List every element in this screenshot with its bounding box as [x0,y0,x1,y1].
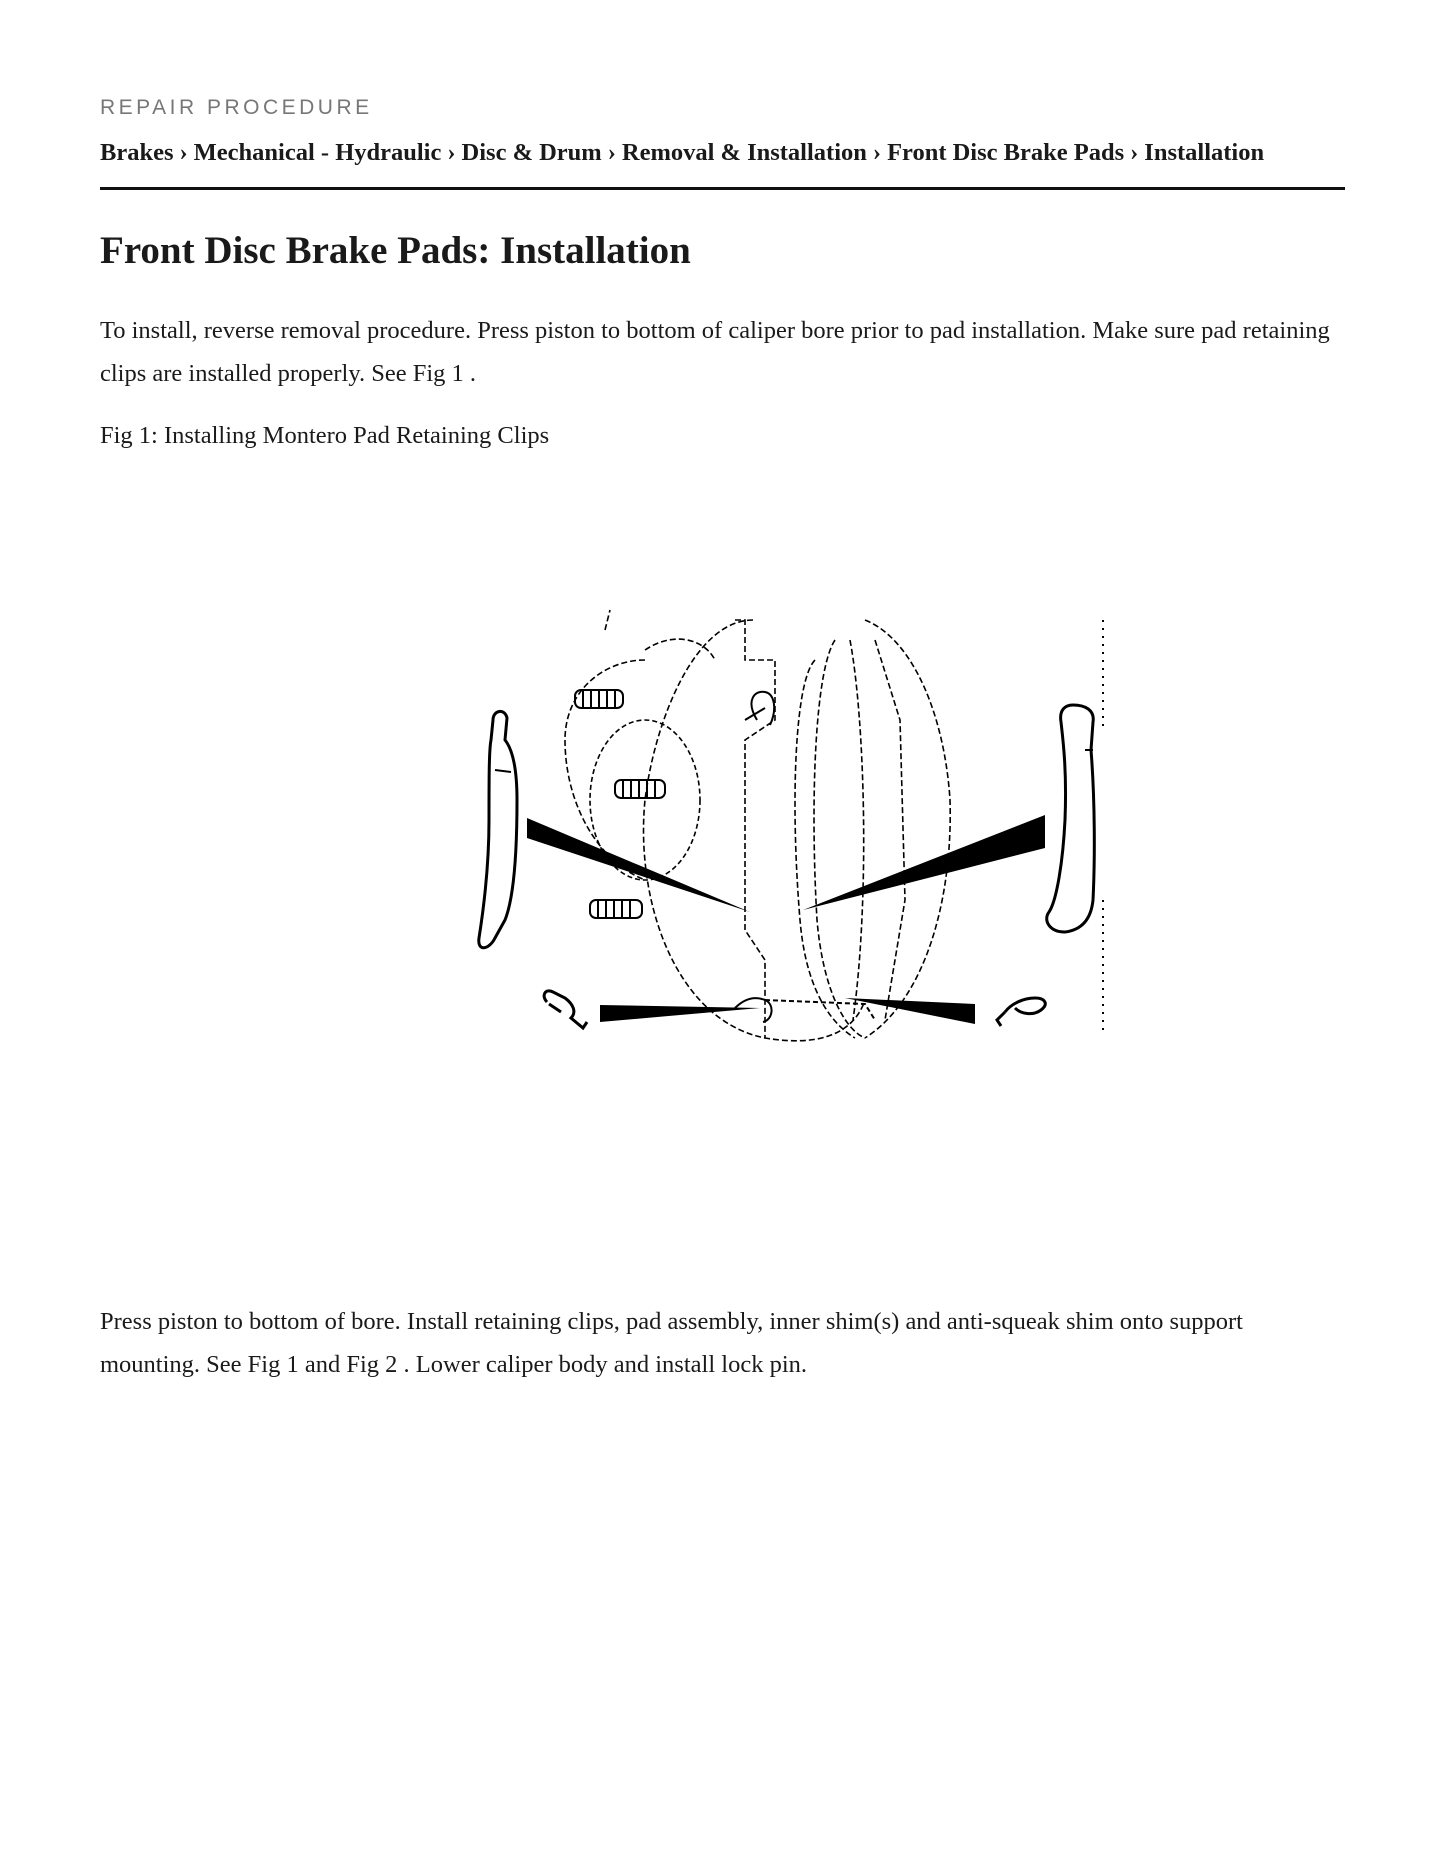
breadcrumb-item-installation: Installation [1144,139,1265,166]
right-pad-arrow [803,815,1045,910]
breadcrumb-separator: › [607,139,616,166]
breadcrumb-separator: › [447,139,456,166]
breadcrumb-separator: › [1130,139,1139,166]
right-brake-pad [1047,705,1095,932]
arrow-pointers [527,815,1045,1024]
right-clip-arrow [845,998,975,1024]
breadcrumb-item-brakes[interactable]: Brakes [100,139,174,166]
page-title: Front Disc Brake Pads: Installation [100,229,691,272]
installation-paragraph-1: To install, reverse removal procedure. Press piston to bottom of caliper bore prior to pad installation. Make sure pad retaining clips are installed properly. See Fig 1 . [100,317,1330,387]
breadcrumb-separator: › [872,139,882,166]
breadcrumb-separator: › [179,139,188,166]
installation-paragraph-2: Press piston to bottom of bore. Install retaining clips, pad assembly, inner shim(s) and anti-squeak shim onto support mounting. See Fig 1 and Fig 2 . Lower caliper body and install lock pin. [100,1308,1243,1378]
breadcrumb [100,139,1345,167]
header-divider [100,187,1345,190]
rotor-illustration [565,610,950,1041]
section-eyebrow: REPAIR PROCEDURE [100,96,373,119]
brake-pad-clips-illustration [445,600,1105,1050]
breadcrumb-item-mechanical-hydraulic[interactable]: Mechanical - Hydraulic [193,139,442,166]
left-pad-arrow [527,818,750,912]
breadcrumb-item-removal-installation[interactable]: Removal & Installation [621,139,867,166]
breadcrumb-item-disc-drum[interactable]: Disc & Drum [461,139,602,166]
breadcrumb-item-front-disc-brake-pads[interactable]: Front Disc Brake Pads [887,139,1125,166]
figure-caption: Fig 1: Installing Montero Pad Retaining Clips [100,422,550,449]
left-brake-pad [479,711,517,947]
